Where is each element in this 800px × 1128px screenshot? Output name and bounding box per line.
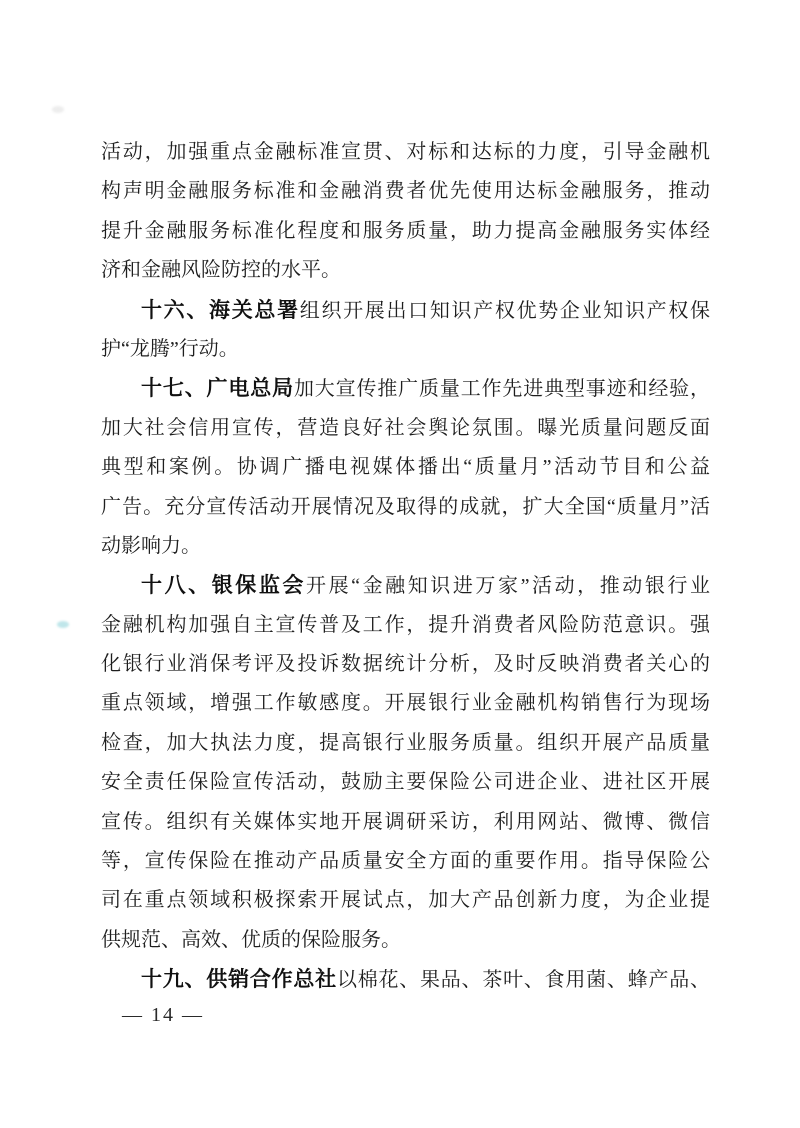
text-line: 检查，加大执法力度，提高银行业服务质量。组织开展产品质量 [101,731,710,754]
text-line: 等，宣传保险在推动产品质量安全方面的重要作用。指导保险公 [101,850,710,873]
section-heading-19: 十九、供销合作总社 [141,968,337,992]
section-text: 开展“金融知识进万家”活动，推动银行业 [306,575,711,598]
text-line [101,369,710,408]
text-line: 动影响力。 [101,534,201,557]
scan-artifact [57,621,69,628]
section-heading-17: 十七、广电总局 [141,377,294,401]
text-line: 活动，加强重点金融标准宣贯、对标和达标的力度，引导金融机 [101,141,710,163]
text-line: 典型和案例。协调广播电视媒体播出“质量月”活动节目和公益 [101,456,710,479]
text-line: 护“龙腾”行动。 [101,337,239,360]
text-line: 提升金融服务标准化程度和服务质量，助力提高金融服务实体经 [101,219,710,242]
text-line: 济和金融风险防控的水平。 [101,259,341,282]
text-line [101,960,710,999]
text-line: 供规范、高效、优质的保险服务。 [101,928,401,951]
section-heading-18: 十八、银保监会 [141,574,306,598]
text-line: 广告。充分宣传活动开展情况及取得的成就，扩大全国“质量月”活 [101,495,710,518]
text-line: 加大社会信用宣传，营造良好社会舆论氛围。曝光质量问题反面 [101,416,710,439]
document-body [101,133,710,1000]
section-text: 组织开展出口知识产权优势企业知识产权保 [299,299,711,322]
text-line: 重点领域，增强工作敏感度。开展银行业金融机构销售行为现场 [101,692,710,715]
page-number-footer: — 14 — [122,1004,204,1026]
text-line [101,566,710,605]
section-text: 以棉花、果品、茶叶、食用菌、蜂产品、 [336,969,711,992]
scan-artifact [52,106,64,113]
text-line: 司在重点领域积极探索开展试点，加大产品创新力度，为企业提 [101,889,710,912]
section-heading-16: 十六、海关总署 [141,298,300,322]
text-line: 金融机构加强自主宣传普及工作，提升消费者风险防范意识。强 [101,613,710,636]
text-line: 安全责任保险宣传活动，鼓励主要保险公司进企业、进社区开展 [101,771,710,794]
section-text: 加大宣传推广质量工作先进典型事迹和经验， [293,378,711,401]
text-line: 宣传。组织有关媒体实地开展调研采访，利用网站、微博、微信 [101,810,710,833]
text-line: 构声明金融服务标准和金融消费者优先使用达标金融服务，推动 [101,180,710,203]
text-line [101,291,710,330]
text-line: 化银行业消保考评及投诉数据统计分析，及时反映消费者关心的 [101,653,710,676]
